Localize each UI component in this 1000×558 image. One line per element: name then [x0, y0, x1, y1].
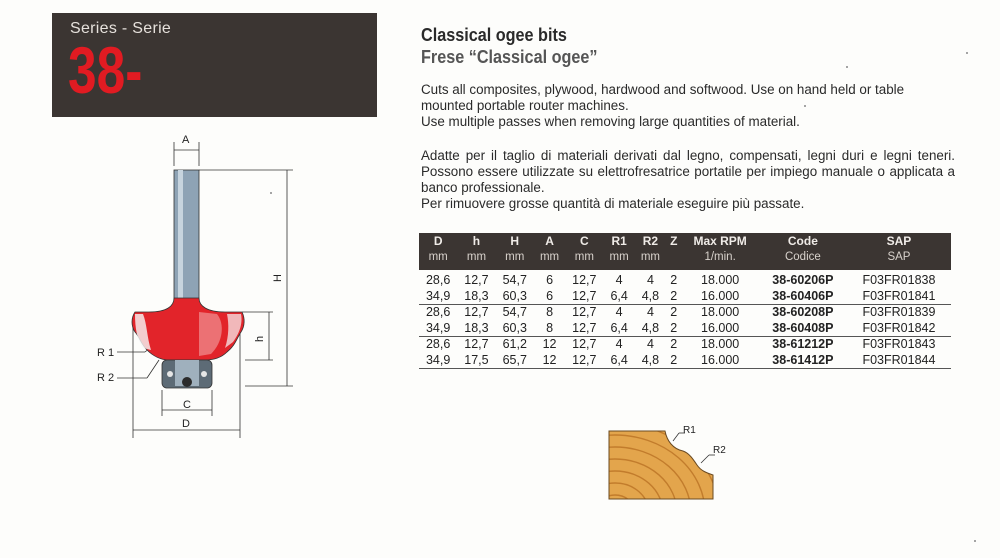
unit-code: Codice — [759, 249, 847, 270]
series-label: Series - Serie — [70, 20, 172, 37]
spec-table-body — [419, 270, 951, 369]
dim-label-a: A — [182, 134, 190, 146]
col-header-h-small: h — [457, 233, 495, 249]
cell-r2: 4,8 — [641, 288, 660, 303]
dim-label-r2: R 2 — [97, 372, 115, 384]
dim-label-r1: R 1 — [97, 347, 115, 359]
cell-h-large: 65,7 — [496, 353, 534, 369]
cell-r1: 6,4 — [610, 288, 628, 303]
cell-code: 38-61212P — [759, 337, 847, 353]
cell-r2: 4,8 — [635, 353, 666, 369]
cell-sap: F03FR01839 — [847, 305, 951, 321]
unit-sap: SAP — [847, 249, 951, 270]
unit-d: mm — [419, 249, 457, 270]
cell-a: 6 — [546, 288, 554, 303]
cell-r2: 4 — [635, 305, 666, 321]
cell-rpm: 16.000 — [701, 288, 740, 303]
dim-label-H: H — [272, 274, 284, 282]
cell-a: 12 — [534, 337, 565, 353]
unit-rpm: 1/min. — [681, 249, 758, 270]
cell-d: 34,9 — [425, 320, 451, 335]
dim-label-h: h — [254, 335, 266, 342]
cell-h-small: 18,3 — [464, 320, 489, 335]
cell-r2: 4 — [646, 273, 654, 287]
cell-code: 38-60406P — [772, 288, 834, 303]
cell-z: 2 — [670, 273, 678, 287]
cell-z: 2 — [670, 320, 678, 335]
dim-label-d: D — [182, 418, 190, 430]
scan-speck — [846, 66, 848, 68]
profile-label-r2: R2 — [713, 445, 726, 456]
cell-h-large: 54,7 — [502, 273, 527, 287]
description-it-line-2: Per rimuovere grosse quantità di materiale eseguire più passate. — [421, 196, 805, 211]
cell-r1: 4 — [603, 305, 634, 321]
description-it-line-1: Adatte per il taglio di materiali derivati dal legno, compensati, legni duri e legni teneri. Possono essere utilizzate su elettrofresatrice portatile per impiego manuale o applicata a banco professionale. — [421, 148, 955, 195]
wood-profile-illustration — [605, 423, 740, 503]
cell-sap: F03FR01844 — [847, 353, 951, 369]
cell-z: 2 — [670, 288, 678, 303]
series-number: 38- — [68, 33, 143, 107]
col-header-c: C — [565, 233, 603, 249]
table-units-row — [419, 249, 951, 270]
cell-z: 2 — [666, 305, 681, 321]
col-header-h-large: H — [496, 233, 534, 249]
scan-speck — [804, 105, 806, 107]
cell-rpm: 18.000 — [681, 337, 758, 353]
cell-h-small: 18,3 — [464, 288, 489, 303]
cell-code: 38-60208P — [759, 305, 847, 321]
unit-a: mm — [534, 249, 565, 270]
description-en-line-1: Cuts all composites, plywood, hardwood and softwood. Use on hand held or table mounted portable router machines. — [421, 82, 905, 113]
cell-r1: 4 — [615, 273, 623, 287]
cell-r1: 6,4 — [603, 353, 634, 369]
router-bit-diagram — [95, 128, 295, 443]
cell-a: 8 — [546, 320, 554, 335]
cell-c: 12,7 — [565, 305, 603, 321]
unit-h-small: mm — [457, 249, 495, 270]
table-row — [419, 305, 951, 321]
cell-z: 2 — [666, 337, 681, 353]
unit-z — [666, 249, 681, 270]
cell-c: 12,7 — [572, 273, 597, 287]
dim-label-c: C — [183, 399, 191, 411]
cell-code: 38-60206P — [772, 273, 834, 287]
spec-table — [419, 233, 951, 369]
cell-h-small: 12,7 — [464, 273, 489, 287]
col-header-z: Z — [666, 233, 681, 249]
col-header-d: D — [419, 233, 457, 249]
cell-h-large: 61,2 — [496, 337, 534, 353]
unit-r1: mm — [603, 249, 634, 270]
product-title-en: Classical ogee bits — [421, 25, 567, 45]
cell-sap: F03FR01841 — [862, 288, 936, 303]
product-title-it: Frese “Classical ogee” — [421, 47, 598, 67]
cell-a: 12 — [534, 353, 565, 369]
col-header-r1: R1 — [603, 233, 634, 249]
table-row — [419, 337, 951, 353]
cell-sap: F03FR01838 — [862, 273, 936, 287]
scan-speck — [974, 540, 976, 542]
cell-code: 38-60408P — [772, 320, 834, 335]
cell-h-large: 60,3 — [502, 288, 527, 303]
cell-rpm: 18.000 — [701, 273, 740, 287]
cell-r2: 4 — [635, 337, 666, 353]
unit-h-large: mm — [496, 249, 534, 270]
col-header-r2: R2 — [635, 233, 666, 249]
cell-h-small: 12,7 — [457, 337, 495, 353]
description-en-line-2: Use multiple passes when removing large quantities of material. — [421, 114, 800, 129]
cell-rpm: 18.000 — [681, 305, 758, 321]
col-header-a: A — [534, 233, 565, 249]
table-row — [419, 353, 951, 369]
table-row — [419, 321, 951, 337]
cell-d: 28,6 — [425, 273, 451, 287]
description-it — [421, 148, 955, 212]
cell-h-large: 54,7 — [496, 305, 534, 321]
table-header-row — [419, 233, 951, 249]
cell-r1: 6,4 — [610, 320, 628, 335]
cell-z: 2 — [666, 353, 681, 369]
cell-c: 12,7 — [572, 288, 597, 303]
cell-d: 28,6 — [419, 305, 457, 321]
cell-a: 8 — [534, 305, 565, 321]
table-row — [419, 270, 951, 289]
series-header — [52, 13, 377, 117]
cell-sap: F03FR01843 — [847, 337, 951, 353]
cell-c: 12,7 — [565, 337, 603, 353]
unit-c: mm — [565, 249, 603, 270]
cell-c: 12,7 — [572, 320, 597, 335]
cell-h-large: 60,3 — [502, 320, 527, 335]
scan-speck — [270, 192, 272, 194]
col-header-sap: SAP — [847, 233, 951, 249]
table-row — [419, 289, 951, 305]
cell-c: 12,7 — [565, 353, 603, 369]
cell-h-small: 17,5 — [457, 353, 495, 369]
cell-d: 34,9 — [419, 353, 457, 369]
profile-label-r1: R1 — [683, 425, 696, 436]
cell-sap: F03FR01842 — [862, 320, 936, 335]
cell-r1: 4 — [603, 337, 634, 353]
cell-rpm: 16.000 — [681, 353, 758, 369]
cell-h-small: 12,7 — [457, 305, 495, 321]
col-header-rpm: Max RPM — [681, 233, 758, 249]
cell-r2: 4,8 — [641, 320, 660, 335]
cell-rpm: 16.000 — [701, 320, 740, 335]
unit-r2: mm — [635, 249, 666, 270]
cell-a: 6 — [546, 273, 554, 287]
cell-code: 38-61412P — [759, 353, 847, 369]
cell-d: 34,9 — [425, 288, 451, 303]
col-header-code: Code — [759, 233, 847, 249]
scan-speck — [966, 52, 968, 54]
cell-d: 28,6 — [419, 337, 457, 353]
description-en — [421, 82, 955, 130]
